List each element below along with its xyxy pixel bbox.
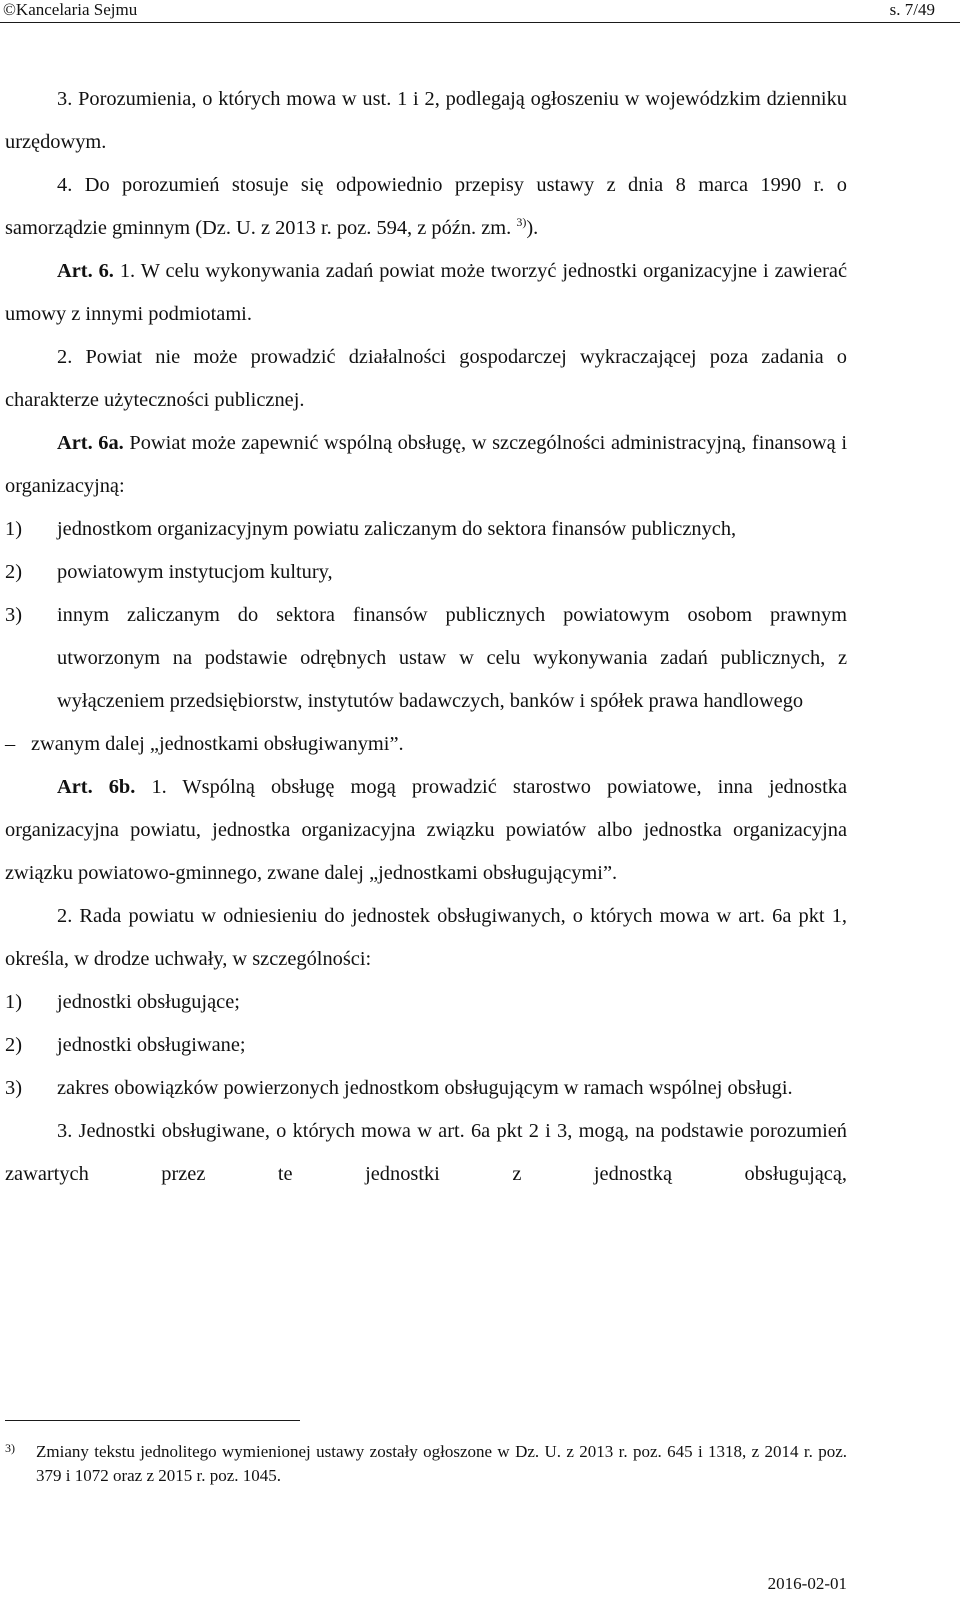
list-item bbox=[5, 1024, 847, 1067]
article-6-para-1 bbox=[5, 250, 847, 336]
article-6b-para-2: 2. Rada powiatu w odniesieniu do jednostek obsługiwanych, o których mowa w art. 6a pkt 1, określa, w drodze uchwały, w szczególności: bbox=[5, 905, 847, 970]
list-item-number: 3) bbox=[5, 604, 22, 626]
article-6a-label: Art. 6a. bbox=[57, 432, 130, 454]
list-item-text: innym zaliczanym do sektora finansów publicznych powiatowym osobom prawnym utworzonym na podstawie odrębnych ustaw w celu wykonywania zadań publicznych, z wyłączeniem przedsiębiorstw, instytutów badawczych, banków i spółek prawa handlowego bbox=[57, 604, 847, 712]
copyright-label: ©Kancelaria Sejmu bbox=[3, 0, 138, 19]
article-6b-label: Art. 6b. bbox=[57, 776, 152, 798]
footnote-text: Zmiany tekstu jednolitego wymienionej ustawy zostały ogłoszone w Dz. U. z 2013 r. poz. 645 i 1318, z 2014 r. poz. 379 i 1072 oraz z 2015 r. poz. 1045. bbox=[36, 1442, 847, 1485]
document-body bbox=[5, 78, 847, 1196]
article-6-para-2: 2. Powiat nie może prowadzić działalności gospodarczej wykraczającej poza zadania o charakterze użyteczności publicznej. bbox=[5, 346, 847, 411]
article-6b-text-1: 1. Wspólną obsługę mogą prowadzić starostwo powiatowe, inna jednostka organizacyjna powiatu, jednostka organizacyjna związku powiatów albo jednostka organizacyjna związku powiatowo-gminnego, zwane dalej „jednostkami obsługującymi”. bbox=[5, 776, 847, 884]
article-6a-closing bbox=[5, 723, 847, 766]
page-header bbox=[0, 0, 960, 23]
article-6a-text: Powiat może zapewnić wspólną obsługę, w szczególności administracyjną, finansową i organizacyjną: bbox=[5, 432, 847, 497]
list-item bbox=[5, 551, 847, 594]
list-item bbox=[5, 1067, 847, 1110]
list-item-number: 2) bbox=[5, 561, 22, 583]
article-6-label: Art. 6. bbox=[57, 260, 120, 282]
list-item-number: 3) bbox=[5, 1077, 22, 1099]
paragraph-art5-4-end: ). bbox=[526, 217, 539, 239]
list-item-text: zakres obowiązków powierzonych jednostkom obsługującym w ramach wspólnej obsługi. bbox=[57, 1077, 793, 1099]
page-number: s. 7/49 bbox=[889, 0, 935, 19]
list-item-number: 2) bbox=[5, 1034, 22, 1056]
list-item-text: powiatowym instytucjom kultury, bbox=[57, 561, 333, 583]
list-item bbox=[5, 508, 847, 551]
article-6-text-1: 1. W celu wykonywania zadań powiat może tworzyć jednostki organizacyjne i zawierać umowy z innymi podmiotami. bbox=[5, 260, 848, 325]
list-item-text: jednostki obsługujące; bbox=[57, 991, 240, 1013]
list-item-text: jednostkom organizacyjnym powiatu zaliczanym do sektora finansów publicznych, bbox=[57, 518, 737, 540]
list-item-number: 1) bbox=[5, 518, 22, 540]
footnote-ref: 3) bbox=[516, 215, 527, 230]
article-6a-intro bbox=[5, 422, 847, 508]
footnote bbox=[5, 1440, 847, 1488]
list-item bbox=[5, 594, 847, 723]
paragraph-art5-4-text: 4. Do porozumień stosuje się odpowiednio przepisy ustawy z dnia 8 marca 1990 r. o samorządzie gminnym (Dz. U. z 2013 r. poz. 594, z późn. zm. bbox=[5, 174, 847, 239]
footnote-mark: 3) bbox=[5, 1441, 15, 1455]
document-date: 2016-02-01 bbox=[767, 1574, 847, 1593]
article-6b-para-3: 3. Jednostki obsługiwane, o których mowa w art. 6a pkt 2 i 3, mogą, na podstawie porozumień zawartych przez te jednostki z jednostką obsługującą, bbox=[5, 1120, 847, 1185]
list-item-text: jednostki obsługiwane; bbox=[57, 1034, 246, 1056]
dash-symbol: – bbox=[5, 733, 16, 755]
paragraph-art5-3: 3. Porozumienia, o których mowa w ust. 1 i 2, podlegają ogłoszeniu w wojewódzkim dzienniku urzędowym. bbox=[5, 88, 847, 153]
paragraph-art5-4 bbox=[5, 164, 847, 250]
article-6a-closing-text: zwanym dalej „jednostkami obsługiwanymi”. bbox=[31, 733, 404, 755]
footnote-separator bbox=[5, 1420, 300, 1421]
list-item-number: 1) bbox=[5, 991, 22, 1013]
list-item bbox=[5, 981, 847, 1024]
article-6b-para-1 bbox=[5, 766, 847, 895]
